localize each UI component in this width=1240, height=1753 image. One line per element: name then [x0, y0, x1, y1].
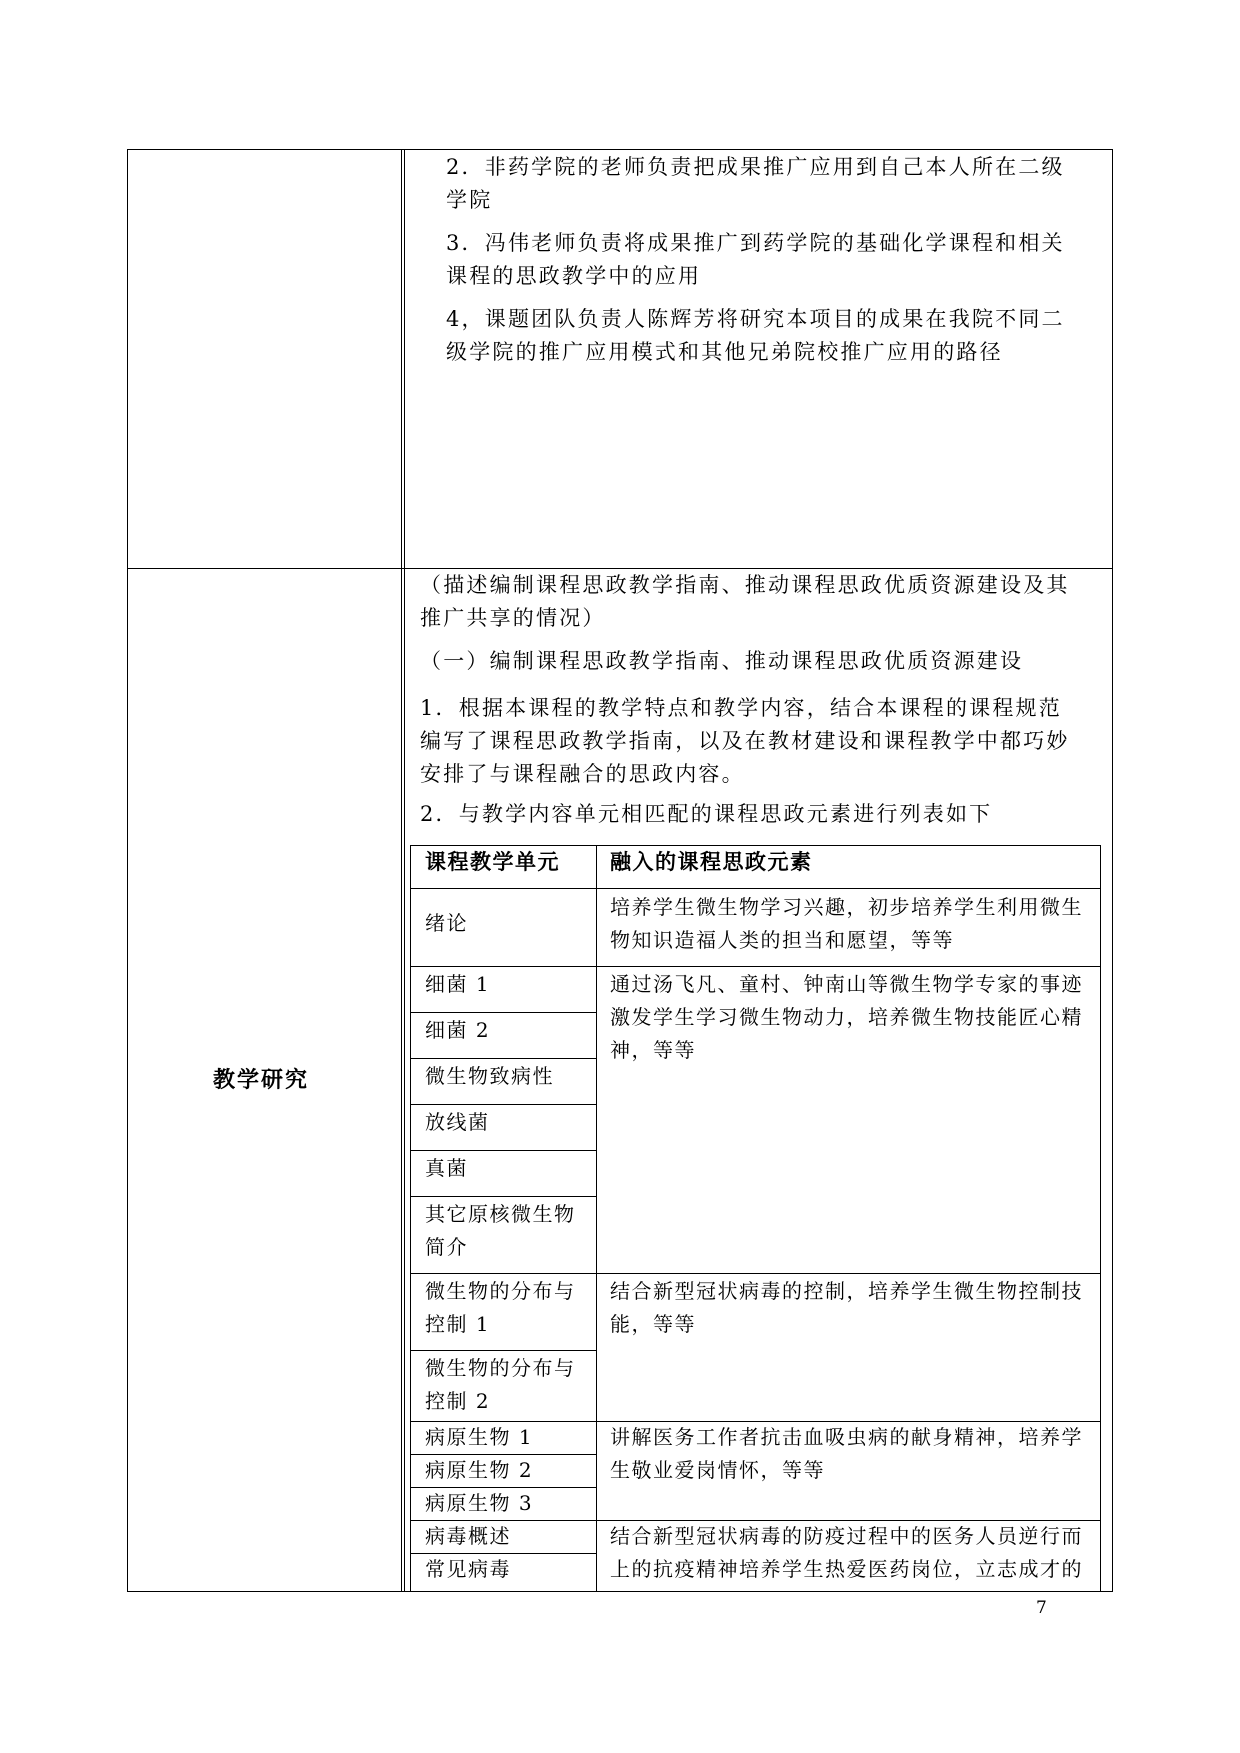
- unit-rule: [410, 1350, 596, 1351]
- row-rule: [410, 966, 1101, 967]
- unit-rule: [410, 1196, 596, 1197]
- top-item-3-line2: 课程的思政教学中的应用: [446, 264, 702, 288]
- unit-fungi: 真菌: [425, 1156, 468, 1180]
- unit-rule: [410, 1012, 596, 1013]
- row-rule: [410, 1273, 1101, 1274]
- top-item-2-line1: 2．非药学院的老师负责把成果推广应用到自己本人所在二级: [446, 155, 1065, 179]
- unit-distribution-1-line1: 微生物的分布与: [425, 1279, 576, 1303]
- unit-pathogen-2: 病原生物 2: [425, 1458, 534, 1482]
- unit-pathogenicity: 微生物致病性: [425, 1064, 554, 1088]
- intro-line1: （描述编制课程思政教学指南、推动课程思政优质资源建设及其: [420, 573, 1070, 597]
- element-2-line2: 激发学生学习微生物动力，培养微生物技能匠心精: [610, 1005, 1083, 1029]
- subheading: （一）编制课程思政教学指南、推动课程思政优质资源建设: [420, 649, 1024, 673]
- column-divider-2: [404, 149, 405, 1592]
- unit-distribution-1-line2: 控制 1: [425, 1312, 491, 1336]
- unit-intro: 绪论: [425, 911, 468, 935]
- point1-line2: 编写了课程思政教学指南，以及在教材建设和课程教学中都巧妙: [420, 729, 1070, 753]
- unit-distribution-2-line2: 控制 2: [425, 1389, 491, 1413]
- unit-virus-overview: 病毒概述: [425, 1524, 511, 1548]
- header-rule: [410, 888, 1101, 889]
- element-4-line2: 生敬业爱岗情怀，等等: [610, 1458, 825, 1482]
- unit-other-line2: 简介: [425, 1235, 468, 1259]
- unit-bacteria-1: 细菌 1: [425, 972, 491, 996]
- page-number: 7: [1036, 1598, 1047, 1618]
- unit-other-line1: 其它原核微生物: [425, 1202, 576, 1226]
- top-item-4-line1: 4，课题团队负责人陈辉芳将研究本项目的成果在我院不同二: [446, 307, 1065, 331]
- intro-line2: 推广共享的情况）: [420, 606, 606, 630]
- inner-column-divider: [596, 845, 597, 1592]
- section-label: 教学研究: [213, 1067, 310, 1093]
- point1-line1: 1．根据本课程的教学特点和教学内容，结合本课程的课程规范: [420, 696, 1062, 720]
- element-5-line1: 结合新型冠状病毒的防疫过程中的医务人员逆行而: [610, 1524, 1083, 1548]
- point2: 2．与教学内容单元相匹配的课程思政元素进行列表如下: [420, 802, 993, 826]
- unit-rule: [410, 1058, 596, 1059]
- header-element: 融入的课程思政元素: [610, 849, 813, 874]
- top-item-2-line2: 学院: [446, 188, 493, 212]
- element-1-line1: 培养学生微生物学习兴趣，初步培养学生利用微生: [610, 895, 1083, 919]
- element-3-line1: 结合新型冠状病毒的控制，培养学生微生物控制技: [610, 1279, 1083, 1303]
- element-3-line2: 能，等等: [610, 1312, 696, 1336]
- unit-bacteria-2: 细菌 2: [425, 1018, 491, 1042]
- top-item-3-line1: 3．冯伟老师负责将成果推广到药学院的基础化学课程和相关: [446, 231, 1065, 255]
- unit-pathogen-3: 病原生物 3: [425, 1491, 534, 1515]
- element-2-line1: 通过汤飞凡、童村、钟南山等微生物学专家的事迹: [610, 972, 1083, 996]
- column-divider: [401, 149, 402, 1592]
- element-1-line2: 物知识造福人类的担当和愿望，等等: [610, 928, 954, 952]
- unit-actinomyces: 放线菌: [425, 1110, 490, 1134]
- unit-common-virus: 常见病毒: [425, 1557, 511, 1581]
- unit-pathogen-1: 病原生物 1: [425, 1425, 534, 1449]
- unit-distribution-2-line1: 微生物的分布与: [425, 1356, 576, 1380]
- element-2-line3: 神，等等: [610, 1038, 696, 1062]
- unit-rule: [410, 1150, 596, 1151]
- unit-rule: [410, 1104, 596, 1105]
- element-5-line2: 上的抗疫精神培养学生热爱医药岗位，立志成才的: [610, 1557, 1083, 1581]
- element-4-line1: 讲解医务工作者抗击血吸虫病的献身精神，培养学: [610, 1425, 1083, 1449]
- header-unit: 课程教学单元: [425, 849, 560, 874]
- point1-line3: 安排了与课程融合的思政内容。: [420, 762, 745, 786]
- top-item-4-line2: 级学院的推广应用模式和其他兄弟院校推广应用的路径: [446, 340, 1003, 364]
